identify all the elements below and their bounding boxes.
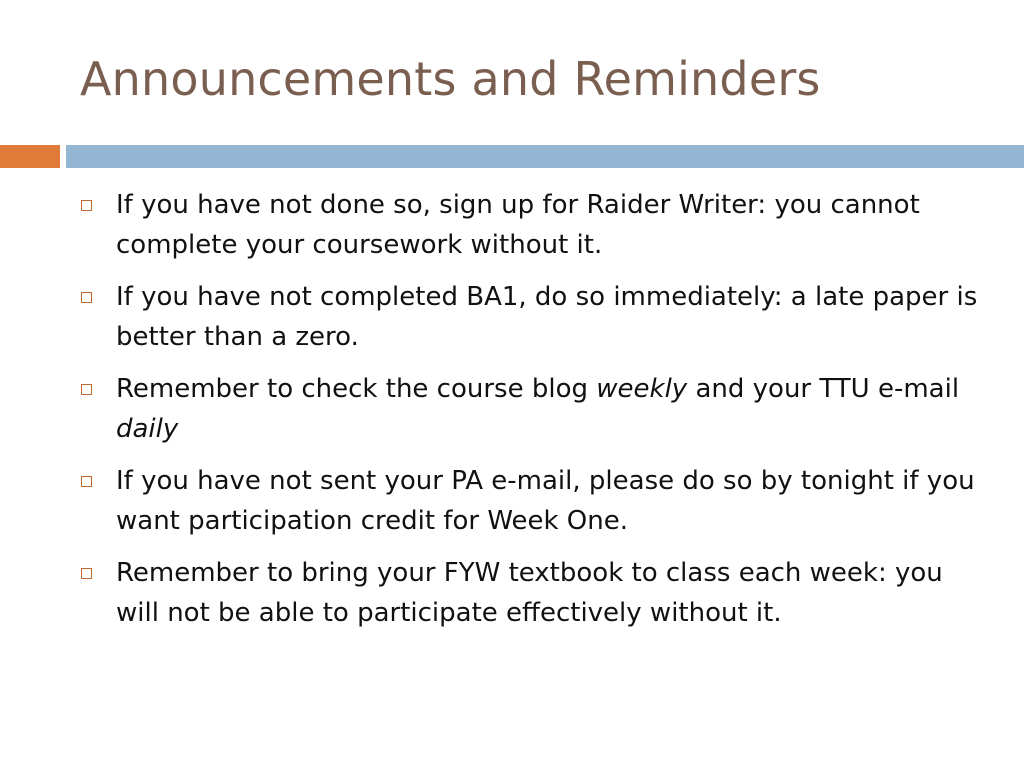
bullet-item-ba1 [80,277,980,357]
hollow-square-bullet-icon [81,476,92,487]
title-accent-bar [0,145,60,168]
title-rule-bar [66,145,1024,168]
bullet-text-part: Remember to check the course blog [116,374,597,404]
bullet-text: If you have not done so, sign up for Raider Writer: you cannot complete your coursework without it. [116,190,920,260]
bullet-text: If you have not sent your PA e-mail, please do so by tonight if you want participation credit for Week One. [116,466,975,536]
hollow-square-bullet-icon [81,384,92,395]
bullet-list [80,185,980,645]
bullet-text: If you have not completed BA1, do so immediately: a late paper is better than a zero. [116,282,978,352]
hollow-square-bullet-icon [81,292,92,303]
bullet-emphasis-daily: daily [116,414,179,444]
hollow-square-bullet-icon [81,568,92,579]
bullet-text-part: and your TTU e-mail [687,374,960,404]
bullet-text: Remember to bring your FYW textbook to class each week: you will not be able to participate effectively without it. [116,558,943,628]
bullet-item-raider-writer [80,185,980,265]
bullet-emphasis-weekly: weekly [596,374,688,404]
bullet-item-fyw-textbook [80,553,980,633]
bullet-item-course-blog [80,369,980,449]
slide-title: Announcements and Reminders [80,52,821,106]
hollow-square-bullet-icon [81,200,92,211]
bullet-item-pa-email [80,461,980,541]
